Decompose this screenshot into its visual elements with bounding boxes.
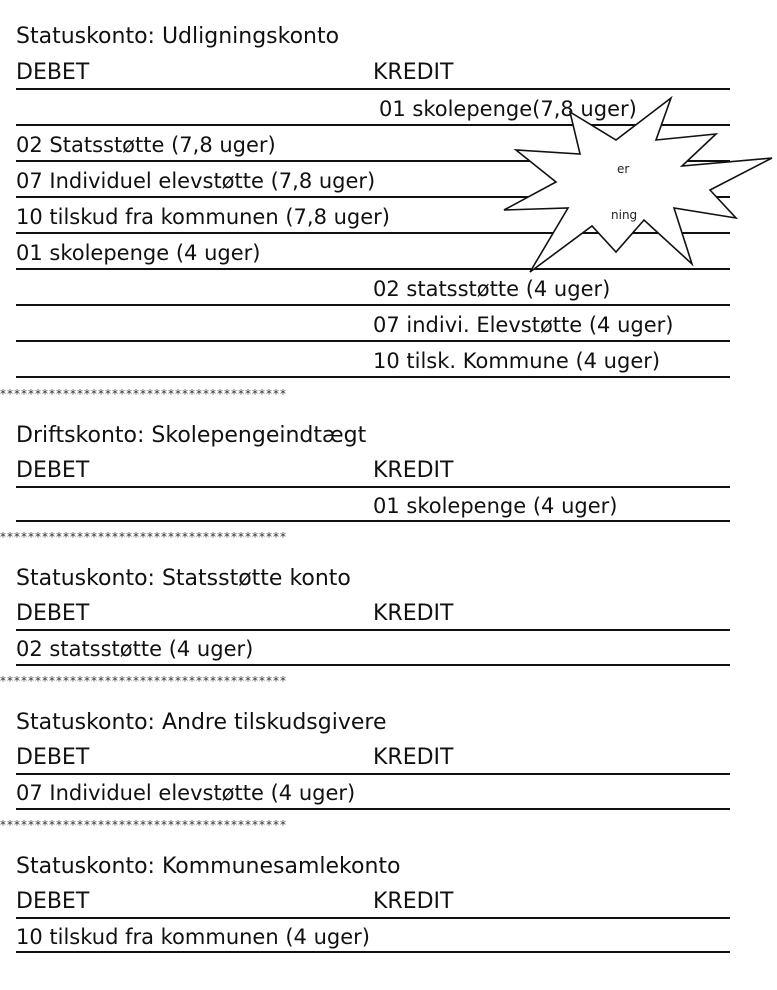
kredit-entry: 07 indivi. Elevstøtte (4 uger) (373, 313, 674, 337)
kredit-header: KREDIT (373, 60, 454, 85)
starburst-text: ning (611, 208, 638, 222)
debet-header: DEBET (16, 601, 90, 626)
section-title-udligningskonto: Statuskonto: Udligningskonto (16, 24, 340, 49)
ledger-rule (16, 304, 730, 306)
separator-stars: ***************************************** (0, 530, 287, 544)
debet-entry: 02 Statsstøtte (7,8 uger) (16, 133, 276, 157)
section-title-driftskonto: Driftskonto: Skolepengeindtægt (16, 423, 367, 448)
separator-stars: ***************************************** (0, 387, 287, 401)
separator-stars: ***************************************** (0, 818, 287, 832)
ledger-rule (16, 951, 730, 953)
kredit-header: KREDIT (373, 889, 454, 914)
debet-header: DEBET (16, 458, 90, 483)
kredit-entry: 10 tilsk. Kommune (4 uger) (373, 349, 661, 373)
kredit-entry: 01 skolepenge(7,8 uger) (379, 97, 637, 121)
starburst-text: er (617, 162, 630, 176)
ledger-rule (16, 917, 730, 919)
debet-entry: 10 tilskud fra kommunen (4 uger) (16, 925, 370, 949)
ledger-rule (16, 664, 730, 666)
starburst-callout (496, 96, 774, 274)
section-title-statsstotte: Statuskonto: Statsstøtte konto (16, 566, 351, 591)
ledger-rule (16, 376, 730, 378)
ledger-rule (16, 773, 730, 775)
debet-header: DEBET (16, 60, 90, 85)
kredit-header: KREDIT (373, 745, 454, 770)
ledger-rule (16, 808, 730, 810)
debet-entry: 02 statsstøtte (4 uger) (16, 637, 254, 661)
ledger-rule (16, 88, 730, 90)
debet-entry: 07 Individuel elevstøtte (4 uger) (16, 781, 356, 805)
kredit-entry: 02 statsstøtte (4 uger) (373, 277, 611, 301)
ledger-rule (16, 486, 730, 488)
ledger-rule (16, 520, 730, 522)
debet-entry: 07 Individuel elevstøtte (7,8 uger) (16, 169, 376, 193)
section-title-kommunesamlekonto: Statuskonto: Kommunesamlekonto (16, 854, 401, 879)
debet-entry: 01 skolepenge (4 uger) (16, 241, 261, 265)
ledger-rule (16, 340, 730, 342)
separator-stars: ***************************************** (0, 674, 287, 688)
kredit-header: KREDIT (373, 601, 454, 626)
debet-header: DEBET (16, 745, 90, 770)
debet-header: DEBET (16, 889, 90, 914)
kredit-header: KREDIT (373, 458, 454, 483)
kredit-entry: 01 skolepenge (4 uger) (373, 494, 618, 518)
ledger-rule (16, 629, 730, 631)
section-title-andre-tilskudsgivere: Statuskonto: Andre tilskudsgivere (16, 710, 387, 735)
debet-entry: 10 tilskud fra kommunen (7,8 uger) (16, 205, 390, 229)
